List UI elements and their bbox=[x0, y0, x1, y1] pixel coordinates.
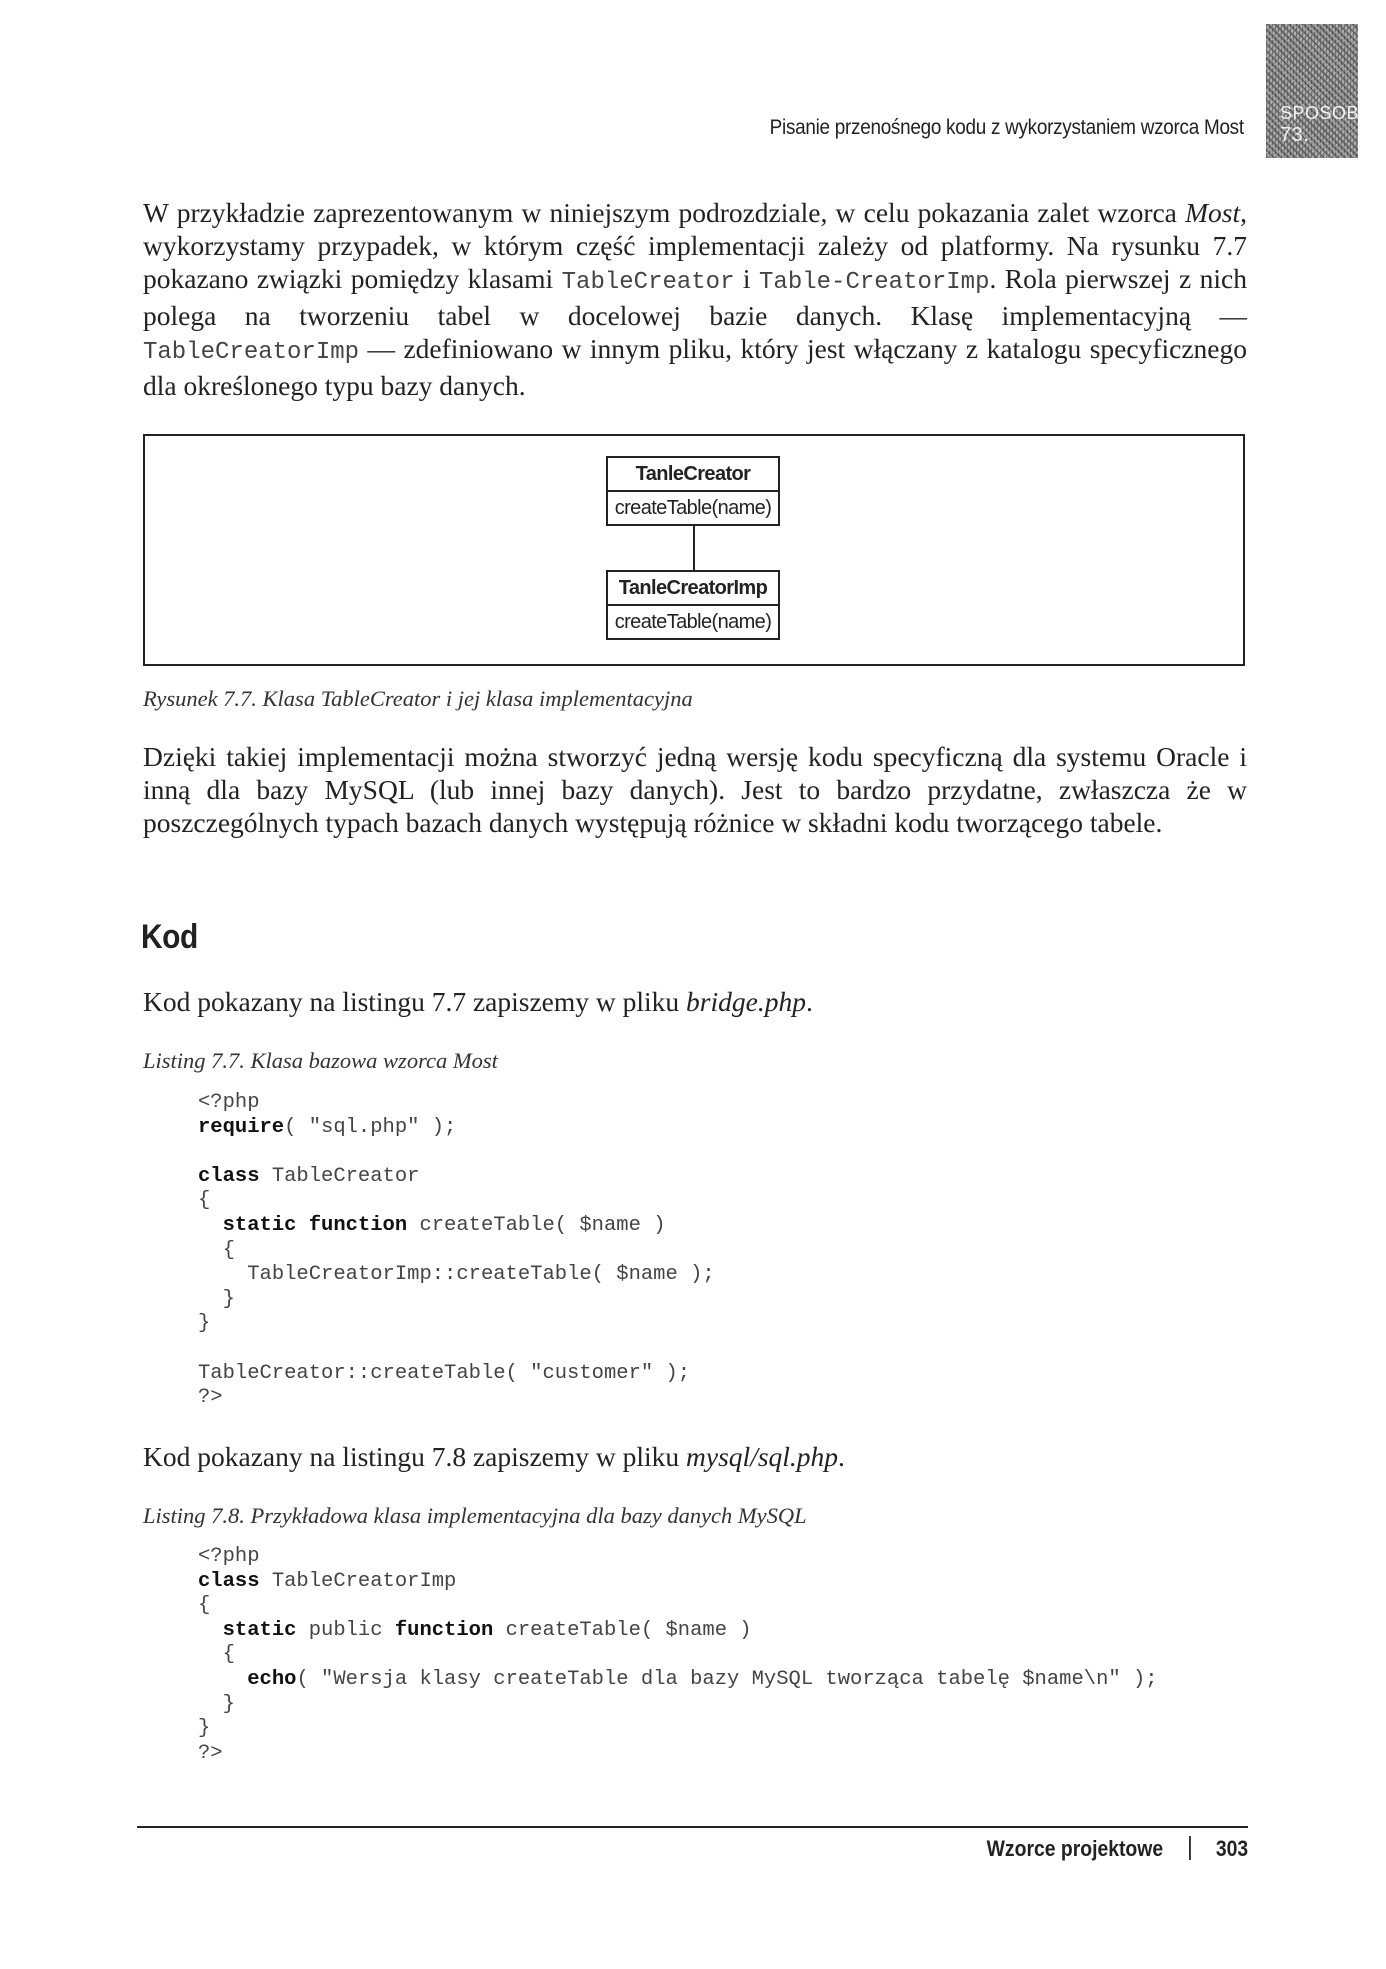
code-text: createTable( $name ) bbox=[493, 1618, 752, 1642]
intro-paragraph bbox=[143, 196, 1247, 402]
page-number: 303 bbox=[1215, 1836, 1248, 1861]
code-line: ?> bbox=[198, 1741, 223, 1765]
code-line: ?> bbox=[198, 1386, 223, 1410]
footer-rule bbox=[137, 1826, 1248, 1828]
uml-class-table-creator bbox=[606, 456, 780, 526]
text-run: Kod pokazany na listingu 7.7 zapiszemy w pliku bbox=[143, 986, 687, 1017]
code-text: ( "Wersja klasy createTable dla bazy MySQL tworząca tabelę $name\n" ); bbox=[296, 1667, 1158, 1691]
code-keyword: function bbox=[394, 1618, 494, 1642]
code-line: <?php bbox=[198, 1545, 260, 1568]
code-keyword: require bbox=[198, 1115, 285, 1139]
code-line: TableCreatorImp::createTable( $name ); bbox=[247, 1263, 715, 1287]
code-listing-7-8 bbox=[198, 1545, 1158, 1766]
code-listing-7-7 bbox=[198, 1091, 715, 1411]
running-header-title: Pisanie przenośnego kodu z wykorzystaniem wzorca Most bbox=[769, 116, 1244, 139]
body-paragraph: Dzięki takiej implementacji można stworzyć jedną wersję kodu specyficzną dla systemu Oracle i inną dla bazy MySQL (lub innej bazy danych). Jest to bardzo przydatne, zwłaszcza że w poszczególnych typach bazach danych występują różnice w składni kodu tworzącego tabele. bbox=[143, 741, 1247, 838]
code-text: createTable( $name ) bbox=[407, 1213, 666, 1237]
uml-class-method: createTable(name) bbox=[614, 611, 772, 633]
code-brace: } bbox=[222, 1692, 235, 1716]
uml-class-method: createTable(name) bbox=[614, 497, 772, 519]
code-keyword: class bbox=[198, 1569, 260, 1593]
code-line: TableCreator::createTable( "customer" ); bbox=[198, 1361, 691, 1385]
code-text: TableCreatorImp bbox=[259, 1569, 457, 1593]
text-run: . Rola pierwszej z nich polega na tworzeniu tabel w docelowej bazie danych. Klasę implementacyjną — bbox=[143, 263, 1248, 331]
inline-code: TableCreatorImp bbox=[143, 339, 360, 366]
code-brace: { bbox=[198, 1189, 211, 1213]
text-run: Kod pokazany na listingu 7.8 zapiszemy w pliku bbox=[143, 1441, 687, 1472]
uml-class-name: TanleCreator bbox=[608, 458, 778, 492]
code-keyword: function bbox=[308, 1213, 408, 1237]
inline-code: Table-CreatorImp bbox=[759, 269, 990, 296]
chapter-tab-word: SPOSOB bbox=[1280, 103, 1360, 123]
code-brace: } bbox=[198, 1717, 211, 1741]
section-heading: Kod bbox=[141, 918, 198, 956]
code-brace: { bbox=[222, 1643, 235, 1667]
code-keyword: static bbox=[222, 1213, 297, 1237]
body-paragraph bbox=[143, 985, 1247, 1018]
footer-separator bbox=[1189, 1836, 1191, 1860]
code-keyword: static bbox=[222, 1618, 297, 1642]
text-run: — zdefiniowano w innym pliku, który jest włączany z katalogu specyficznego dla określonego typu bazy danych. bbox=[143, 333, 1247, 401]
uml-class-name: TanleCreatorImp bbox=[608, 572, 778, 606]
file-name: mysql/sql.php bbox=[686, 1441, 839, 1472]
text-run: . bbox=[805, 986, 813, 1017]
inline-code: TableCreator bbox=[561, 269, 735, 296]
code-brace: { bbox=[222, 1238, 235, 1262]
text-run: . bbox=[838, 1441, 845, 1472]
uml-class-table-creator-imp bbox=[606, 570, 780, 640]
code-brace: { bbox=[198, 1594, 211, 1618]
chapter-tab-label bbox=[1280, 102, 1359, 146]
body-paragraph bbox=[143, 1440, 1247, 1473]
italic-term: Most bbox=[1185, 197, 1241, 228]
uml-connector-line bbox=[693, 524, 695, 570]
code-text: public bbox=[296, 1618, 395, 1642]
chapter-tab-number: 73. bbox=[1280, 124, 1310, 146]
figure-frame bbox=[143, 434, 1245, 666]
footer-book-title: Wzorce projektowe bbox=[986, 1836, 1163, 1861]
text-run: , wykorzystamy przypadek, w którym część implementacji zależy od platformy. Na rysunku 7.7 pokazano związki pomiędzy klasami bbox=[143, 197, 1247, 294]
code-text: TableCreator bbox=[259, 1164, 420, 1188]
figure-caption: Rysunek 7.7. Klasa TableCreator i jej klasa implementacyjna bbox=[143, 686, 693, 711]
text-run: W przykładzie zaprezentowanym w niniejszym podrozdziale, w celu pokazania zalet wzorca bbox=[143, 197, 1186, 228]
code-text: ( "sql.php" ); bbox=[284, 1115, 457, 1139]
code-keyword: class bbox=[198, 1164, 260, 1188]
code-brace: } bbox=[198, 1312, 211, 1336]
page-footer bbox=[986, 1836, 1248, 1862]
listing-caption: Listing 7.8. Przykładowa klasa implementacyjna dla bazy danych MySQL bbox=[143, 1503, 807, 1528]
code-keyword: echo bbox=[247, 1667, 297, 1691]
code-brace: } bbox=[222, 1287, 235, 1311]
listing-caption: Listing 7.7. Klasa bazowa wzorca Most bbox=[143, 1048, 498, 1073]
file-name: bridge.php bbox=[686, 986, 806, 1017]
chapter-tab bbox=[1266, 24, 1358, 158]
code-line: <?php bbox=[198, 1091, 260, 1114]
text-run: i bbox=[734, 263, 760, 294]
